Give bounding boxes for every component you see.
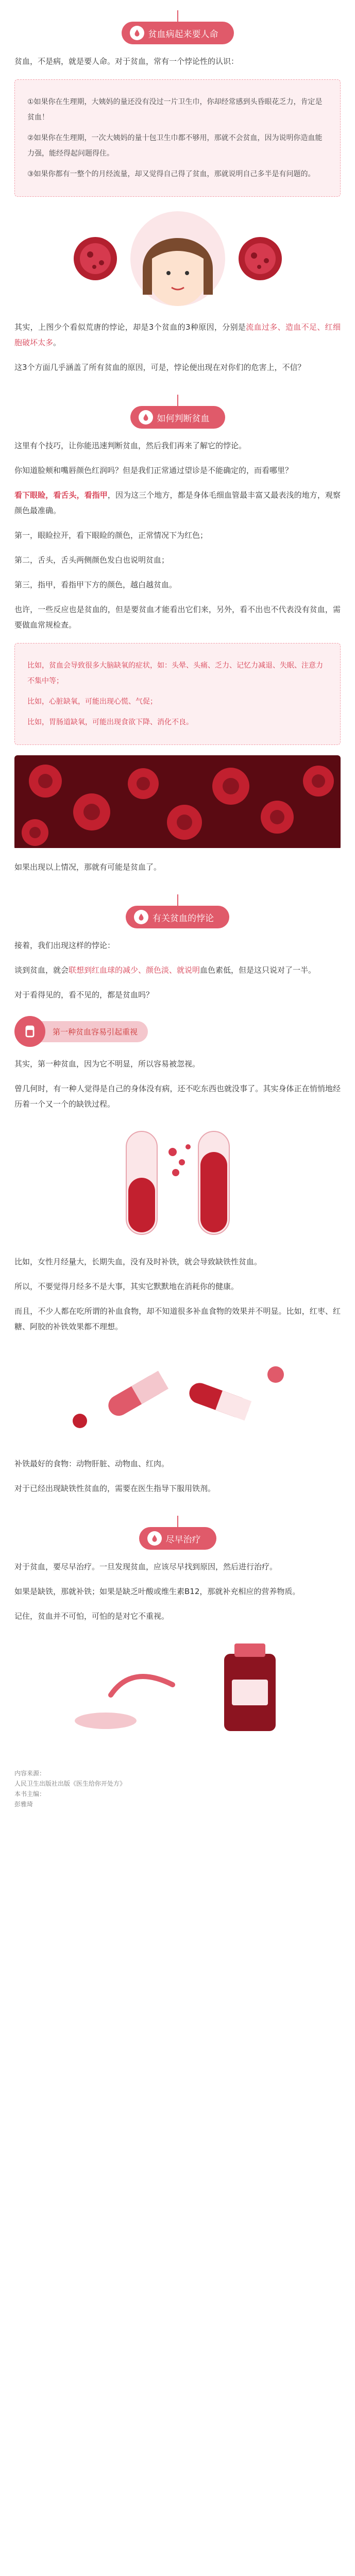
- section-title-pill: [126, 906, 229, 928]
- text-span: 谈到贫血，就会: [14, 965, 69, 975]
- text-span: 血色素低，但是这只说对了一半。: [200, 965, 316, 975]
- paragraph: 贫血，不是病，就是要人命。对于贫血，常有一个悖论性的认识：: [14, 57, 239, 66]
- symptom-card: [14, 643, 341, 745]
- section-title-pill: [139, 1527, 216, 1550]
- text-span: ，而看哪里？: [246, 466, 293, 475]
- card-item: ②如果你在生理期，一次大姨妈的量十包卫生巾都不够用，那就不会贫血，因为说明你造血能力强，能经得起问题得住。: [27, 134, 323, 158]
- paragraph: [0, 962, 355, 978]
- paragraph: 比如，女性月经量大，长期失血，没有及时补铁，就会导致缺铁性贫血。: [14, 1257, 262, 1266]
- paragraph: 如果出现以上情况，那就有可能是贫血了。: [14, 862, 162, 872]
- section-title-text: 尽早治疗: [165, 1534, 201, 1545]
- paragraph: 如果是缺铁，那就补铁；如果是缺乏叶酸或维生素B12，那就补充相应的营养物质。: [14, 1587, 300, 1596]
- section-title-text: 有关贫血的悖论: [153, 913, 214, 924]
- section-title-pill: [122, 22, 234, 44]
- section-header-1: [0, 0, 355, 44]
- paragraph: 其实，第一种贫血，因为它不明显，所以容易被忽视。: [14, 1059, 200, 1069]
- list-item: 第一，眼睑拉开，看下眼睑的颜色，正常情况下为红色；: [14, 531, 208, 540]
- paragraph: 这3个方面几乎涵盖了所有贫血的原因，可是，悖论便出现在对你们的危害上，不信？: [14, 363, 306, 372]
- section-title-pill: [130, 406, 225, 429]
- section-title-text: 贫血病起来要人命: [148, 29, 218, 40]
- section-header-2: [0, 384, 355, 429]
- list-item: 第三，指甲，看指甲下方的颜色，越白越贫血。: [14, 580, 177, 589]
- card-item: 比如，贫血会导致很多大脑缺氧的症状，如：头晕、头痛、乏力、记忆力减退、失眠、注意力不集中等；: [27, 662, 323, 685]
- highlight-text: 流血过多、造血不足、红细胞破坏太多: [14, 323, 341, 347]
- sub-heading-text: 第一种贫血容易引起重视: [39, 1021, 148, 1042]
- list-item: 第二，舌头，舌头两侧颜色发白也说明贫血；: [14, 555, 170, 565]
- blood-drop-icon: [147, 1531, 162, 1546]
- illustration-anemia-girl: [14, 207, 341, 310]
- paragraph: 曾几何时，有一种人觉得是自己的身体没有病，还不吃东西也就没事了。其实身体正在悄悄地经历着一个又一个的缺铁过程。: [14, 1084, 341, 1109]
- paragraph: 所以，不要觉得月经多不是大事，其实它默默地在消耗你的健康。: [14, 1282, 239, 1291]
- paragraph: 记住，贫血并不可怕，可怕的是对它不重视。: [14, 1612, 170, 1621]
- source-label: 内容来源：: [14, 1770, 46, 1777]
- paragraph: 接着，我们出现这样的悖论：: [14, 941, 115, 950]
- card-item: ③如果你都有一整个的月经流量，却又觉得自己得了贫血，那就说明自己多半是有问题的。: [27, 170, 315, 178]
- divider-line: [177, 1516, 178, 1527]
- section-header-4: [0, 1505, 355, 1550]
- text-span: 其实，上图少个看似荒唐的悖论，却是3个贫血的3种原因，分别是: [14, 323, 246, 332]
- illustration-pills: [14, 1344, 341, 1447]
- card-item: 比如，胃肠道缺氧，可能出现食欲下降、消化不良。: [27, 718, 193, 726]
- paragraph: 也许，一些反应也是贫血的，但是要贫血才能看出它们来，另外，看不出也不代表没有贫血，需要做血常规检查。: [14, 605, 341, 630]
- text-span: 你知道脸颊和嘴唇颜色红润吗？但是我们正常通过望诊是不能确定的: [14, 466, 247, 475]
- paragraph: 而且，不少人都在吃所谓的补血食物，却不知道很多补血食物的效果并不明显。比如，红枣、红糖、阿胶的补铁效果都不理想。: [14, 1307, 341, 1331]
- paragraph: 对于贫血，要尽早治疗。一旦发现贫血，应该尽早找到原因，然后进行治疗。: [14, 1562, 278, 1571]
- blood-bag-icon: [14, 1016, 45, 1047]
- paragraph: [0, 319, 355, 350]
- divider-line: [177, 395, 178, 406]
- divider-line: [177, 10, 178, 22]
- paragraph: 对于已经出现缺铁性贫血的，需要在医生指导下服用铁剂。: [14, 1484, 216, 1493]
- illustration-test-tubes: [14, 1121, 341, 1245]
- sub-heading-banner: [14, 1016, 341, 1047]
- card-item: ①如果你在生理期，大姨妈的量还没有没过一片卫生巾，你却经常感到头昏眼花乏力，肯定是贫血！: [27, 98, 323, 122]
- blood-drop-icon: [134, 910, 148, 924]
- section-header-3: [0, 884, 355, 928]
- blood-drop-icon: [130, 26, 144, 40]
- info-card: [14, 79, 341, 197]
- card-item: 比如，心脏缺氧，可能出现心慌、气促；: [27, 698, 157, 706]
- source-book: 人民卫生出版社出版《医生给你开处方》: [14, 1780, 126, 1787]
- highlight-text: 看下眼睑，看舌头，看指甲: [14, 490, 108, 500]
- paragraph: 这里有个技巧，让你能迅速判断贫血，然后我们再来了解它的悖论。: [14, 441, 247, 450]
- source-footer: [0, 1753, 355, 1830]
- blood-drop-icon: [139, 410, 153, 425]
- highlight-text: 联想到红血球的减少、颜色淡、就说明: [69, 965, 200, 975]
- text-span: ，因为这三个地方，都是身体毛细血管最丰富又最表浅的地方，观察颜色最准确。: [14, 490, 341, 515]
- section-title-text: 如何判断贫血: [157, 413, 210, 424]
- blood-cells-image: [14, 755, 341, 850]
- paragraph: 补铁最好的食物：动物肝脏、动物血、红肉。: [14, 1459, 170, 1468]
- text-span: 。: [53, 338, 61, 347]
- divider-line: [177, 894, 178, 906]
- source-editor-name: 彭雅琦: [14, 1801, 33, 1808]
- paragraph: [0, 463, 355, 478]
- illustration-medicine-bottle: [14, 1633, 341, 1747]
- source-editor-label: 本书主编：: [14, 1790, 46, 1798]
- paragraph: [0, 487, 355, 518]
- paragraph: 对于看得见的，看不见的，都是贫血吗？: [14, 990, 154, 999]
